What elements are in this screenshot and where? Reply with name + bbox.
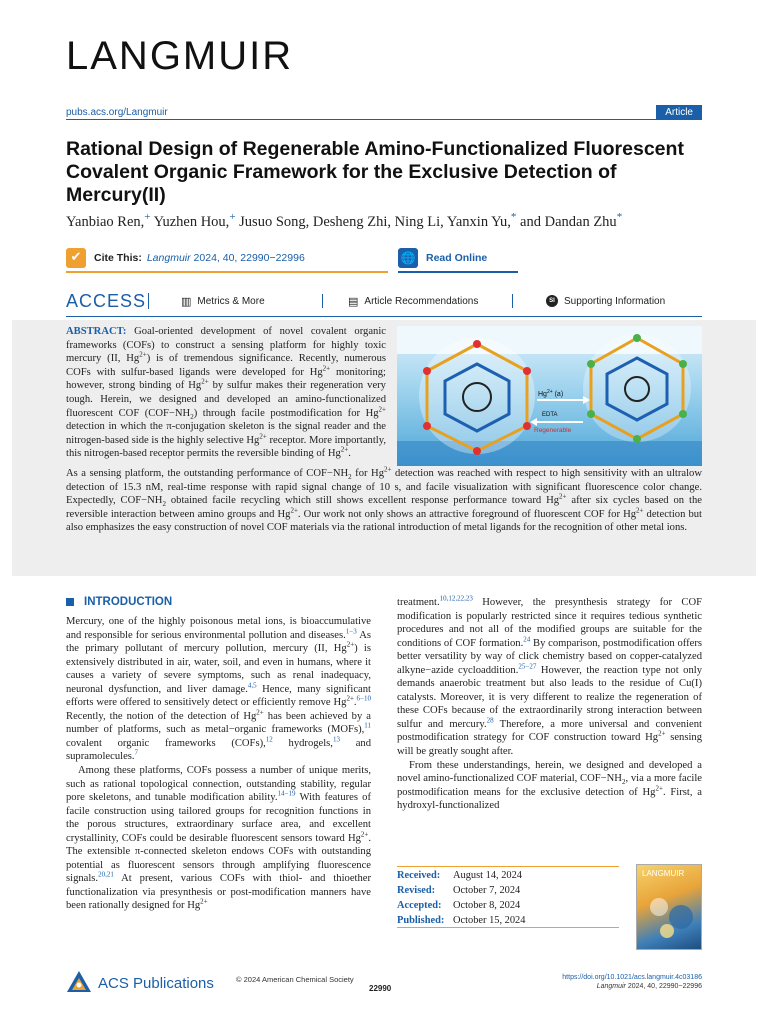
equal-contribution-mark: +	[144, 211, 151, 224]
author-group[interactable]: Jusuo Song, Desheng Zhi, Ning Li, Yanxin Yu,	[239, 214, 511, 230]
date-row: Published: October 15, 2024	[397, 915, 526, 926]
access-divider	[512, 294, 513, 308]
checkmark-icon: ✔	[66, 248, 86, 268]
section-square-icon	[66, 598, 74, 606]
citation-link[interactable]: 4,5	[247, 681, 257, 690]
paragraph: treatment.$^{10,12,22,23}$ However, the presynthesis strategy for COF modification is popularly restricted since it requires tedious synthetic procedures and not all of the modified groups are suitable for the conditions of COF formation.$^{24}$ By comparison, postmodification offers better versatility by way of click chemistry based on copper-catalyzed alkyne−azide cycloaddition.$^{25-27}$ However, the reaction type not only demands anaerobic treatment but also leads to the residue of Cu(I) catalysts. Moreover, it is very different to realize the regeneration of these COFs because of the extraordinarily strong interaction between sulfur and mercury.$^{28}$ Therefore, a more universal and convenient postmodification strategy for COF construction toward $Hg^{2+}$ sensing will be greatly sought after.	[397, 594, 702, 758]
abstract-paragraph: ABSTRACT: Goal-oriented development of novel covalent organic frameworks (COFs) to construct a sensing platform for highly toxic mercury (II, $Hg^{2+}$) is of tremendous significance. Recently, numerous COFs with sulfur-based ligands were developed for $Hg^{2+}$ monitoring; however, strong binding of $Hg^{2+}$ by sulfur makes their regeneration very tough. Herein, we designed and developed an amino-functionalized fluorescent COF $(COF-NH_2)$ through facile postmodification for $Hg^{2+}$ detection in which the π-conjugation skeleton is the signal reader and the nitrogen-based side is the highly selective $Hg^{2+}$ receptor. More importantly, this nitrogen-based receptor permits the reversible binding of $Hg^{2+}$.	[66, 326, 386, 460]
date-row: Received: August 14, 2024	[397, 870, 522, 881]
citation-link[interactable]: 13	[332, 735, 340, 744]
cover-title: LANGMUIR	[642, 869, 685, 878]
citation-link[interactable]: 7	[134, 748, 139, 757]
article-type-badge: Article	[656, 105, 702, 120]
document-icon: ▤	[348, 294, 359, 308]
citation-link[interactable]: 24	[523, 635, 531, 644]
body-column-right	[397, 596, 702, 813]
author-ren[interactable]: Yanbiao Ren,	[66, 214, 145, 230]
author-hou[interactable]: Yuzhen Hou,	[153, 214, 230, 230]
hg-label: $Hg^{2+}$ (a)	[538, 389, 564, 398]
introduction-heading-text: INTRODUCTION	[84, 596, 173, 608]
process-arrows	[530, 396, 590, 426]
citation-link[interactable]: 11	[364, 721, 371, 730]
author-list	[66, 211, 706, 231]
toc-graphic	[397, 326, 702, 466]
citation-reference: Langmuir 2024, 40, 22990−22996	[146, 251, 305, 264]
regenerable-label: Regenerable	[534, 427, 572, 434]
water-surface	[397, 441, 702, 466]
publication-dates	[397, 868, 619, 928]
abstract-paragraph-continued: As a sensing platform, the outstanding performance of $COF-NH_2$ for $Hg^{2+}$ detection was reached with respect to high sensitivity with an ultralow detection of 15.3 nM, real-time response with rapid signal change of 10 s, and facile visualization with significant fluorescence color change. Expectedly, $COF-NH_2$ obtained facile recycling which still shows excellent response performance toward $Hg^{2+}$ after six cycles based on the reversible interaction between amino groups and $Hg^{2+}$. Our work not only shows an attractive foreground of fluorescent COF for $Hg^{2+}$ detection but also emphasizes the easy construction of novel COF materials via the rational introduction of metal ligands for the recognition of other metal ions.	[66, 465, 703, 534]
bar-chart-icon: ▥	[181, 294, 192, 308]
article-title: Rational Design of Regenerable Amino-Functionalized Fluorescent Covalent Organic Framework for the Exclusive Detection of Mercury(II)	[66, 138, 684, 206]
si-icon: SI	[546, 295, 558, 307]
recommendations-label: Article Recommendations	[364, 295, 479, 307]
access-separator	[148, 293, 149, 309]
citation-link[interactable]: 10,12,22,23	[439, 594, 473, 603]
access-divider-line	[66, 316, 702, 317]
corresponding-author-mark[interactable]: *	[616, 211, 623, 224]
page-number: 22990	[369, 984, 392, 993]
acs-publications-logo[interactable]	[66, 970, 214, 996]
citation-link[interactable]: 12	[265, 735, 273, 744]
metrics-button[interactable]	[181, 295, 265, 308]
access-label: ACCESS	[66, 290, 147, 311]
date-row: Accepted: October 8, 2024	[397, 900, 521, 911]
cover-art	[637, 865, 702, 950]
cite-this-button[interactable]	[66, 244, 388, 271]
cof-structure-right	[583, 334, 691, 443]
publisher-name: ACS Publications	[98, 974, 214, 992]
supporting-info-button[interactable]	[546, 295, 665, 307]
supporting-info-label: Supporting Information	[564, 295, 666, 307]
author-zhu[interactable]: and Dandan Zhu	[520, 214, 617, 230]
read-online-button[interactable]	[398, 244, 518, 271]
introduction-heading	[66, 596, 172, 608]
citation-link[interactable]: 20,21	[98, 870, 114, 879]
citation-link[interactable]: 14−19	[277, 789, 296, 798]
access-divider	[322, 294, 323, 308]
doi-link[interactable]: https://doi.org/10.1021/acs.langmuir.4c03186	[562, 974, 702, 981]
toc-graphic-svg	[397, 326, 702, 466]
acs-logo-icon	[66, 970, 92, 996]
corresponding-author-mark[interactable]: *	[510, 211, 517, 224]
header-divider	[66, 119, 702, 120]
citation-link[interactable]: 1−3	[345, 627, 357, 636]
journal-url-link[interactable]: pubs.acs.org/Langmuir	[66, 107, 168, 118]
cite-underline	[66, 271, 388, 273]
equal-contribution-mark: +	[229, 211, 236, 224]
metrics-label: Metrics & More	[197, 295, 265, 307]
paragraph: Among these platforms, COFs possess a number of unique merits, such as rational topological connection, outstanding stability, regular pore skeletons, and tunable modification ability.$^{14-19}$ With features of facile construction using tailored groups for recognition functions in the porous structures, extraordinary surface area, and excellent crystallinity, COFs could be desirable fluorescent sensors toward $Hg^{2+}$. The extensible π-connected skeleton endows COFs with outstanding potential as fluorescent sensors through amplifying fluorescence signals.$^{20,21}$ At present, various COFs with thiol- and thioether functionalization via presynthesis or post-modification manners have been rationally designed for $Hg^{2+}$	[66, 765, 371, 912]
cof-structure-left	[419, 338, 535, 455]
footer-citation: Langmuir 2024, 40, 22990−22996	[596, 983, 702, 990]
access-bar	[66, 288, 702, 314]
journal-logo: LANGMUIR	[66, 34, 294, 78]
read-online-label: Read Online	[426, 251, 488, 264]
copyright-notice: © 2024 American Chemical Society	[236, 975, 354, 984]
date-row: Revised: October 7, 2024	[397, 885, 521, 896]
citation-link[interactable]: 6−10	[356, 694, 371, 703]
dates-divider-bottom	[397, 927, 619, 928]
dates-divider-top	[397, 866, 619, 867]
edta-label: EDTA	[542, 412, 558, 418]
citation-link[interactable]: 28	[486, 716, 494, 725]
body-column-left	[66, 615, 371, 913]
recommendations-button[interactable]	[348, 295, 478, 308]
paragraph: Mercury, one of the highly poisonous metal ions, is bioaccumulative and responsible for serious environmental pollution and diseases.$^{1-3}$ As the primary pollutant of mercury pollution, mercury (II, $Hg^{2+}$) is extensively distributed in air, water, soil, and even in humans, where it causes a variety of severe symptoms, such as renal inadequacy, neuronal dysfunction, and liver damage.$^{4,5}$ Hence, many significant efforts were offered to sensitively detect or efficiently remove $Hg^{2+}.^{6-10}$ Recently, the notion of the detection of $Hg^{2+}$ has been achieved by a number of platforms, such as metal−organic frameworks (MOFs),$^{11}$ covalent organic frameworks (COFs),$^{12}$ hydrogels,$^{13}$ and supramolecules.$^7$	[66, 616, 372, 763]
citation-link[interactable]: 25−27	[518, 662, 537, 671]
globe-icon: 🌐	[398, 248, 418, 268]
paragraph: From these understandings, herein, we designed and developed a novel amino-functionalized COF material, $COF-NH_2$, via a more facile postmodification means for the exclusive detection of $Hg^{2+}$. First, a hydroxyl-functionalized	[397, 759, 702, 812]
journal-cover-thumbnail[interactable]	[636, 864, 702, 950]
read-online-underline	[398, 271, 518, 273]
abstract-label: ABSTRACT:	[66, 326, 127, 337]
cite-label: Cite This:	[94, 251, 142, 264]
